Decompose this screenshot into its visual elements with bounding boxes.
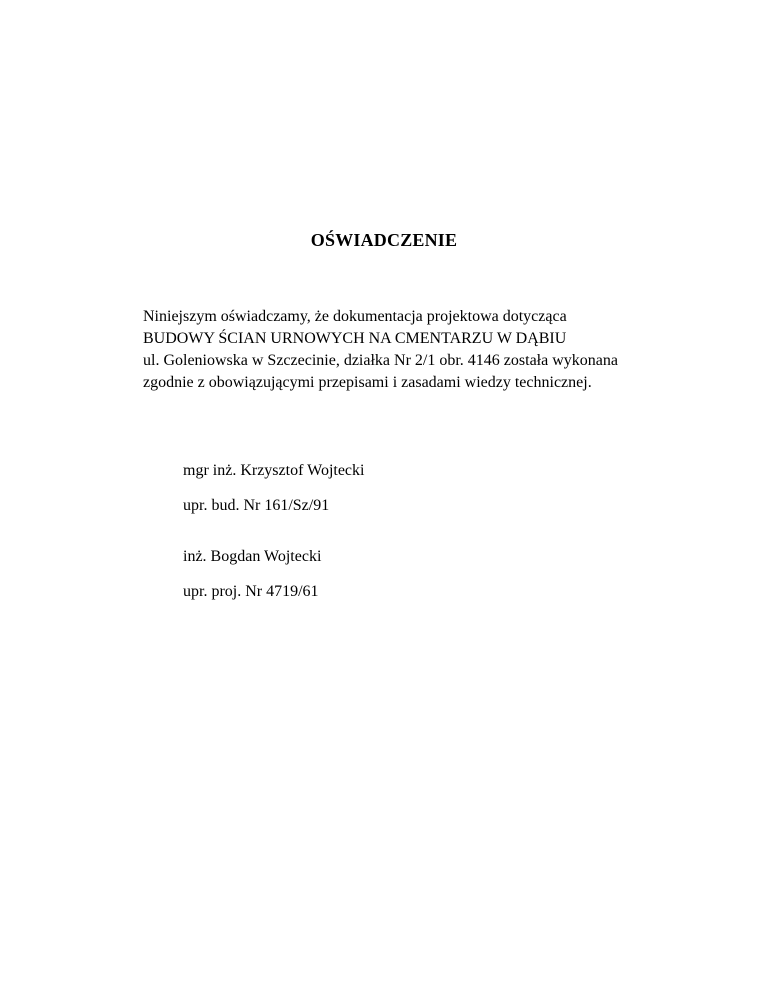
paragraph-line: Niniejszym oświadczamy, że dokumentacja projektowa dotycząca (143, 308, 567, 325)
signatory-license: upr. proj. Nr 4719/61 (183, 583, 319, 600)
signatory-name: inż. Bogdan Wojtecki (183, 548, 322, 565)
paragraph-line: zgodnie z obowiązującymi przepisami i zasadami wiedzy technicznej. (143, 374, 592, 391)
statement-paragraph (143, 306, 703, 394)
paragraph-line: ul. Goleniowska w Szczecinie, działka Nr 2/1 obr. 4146 została wykonana (143, 352, 618, 369)
paragraph-line: BUDOWY ŚCIAN URNOWYCH NA CMENTARZU W DĄBIU (143, 330, 567, 347)
signatory-license: upr. bud. Nr 161/Sz/91 (183, 497, 330, 514)
document-title: OŚWIADCZENIE (310, 230, 458, 250)
signatory-name: mgr inż. Krzysztof Wojtecki (183, 462, 365, 479)
signatories-block (183, 460, 364, 603)
